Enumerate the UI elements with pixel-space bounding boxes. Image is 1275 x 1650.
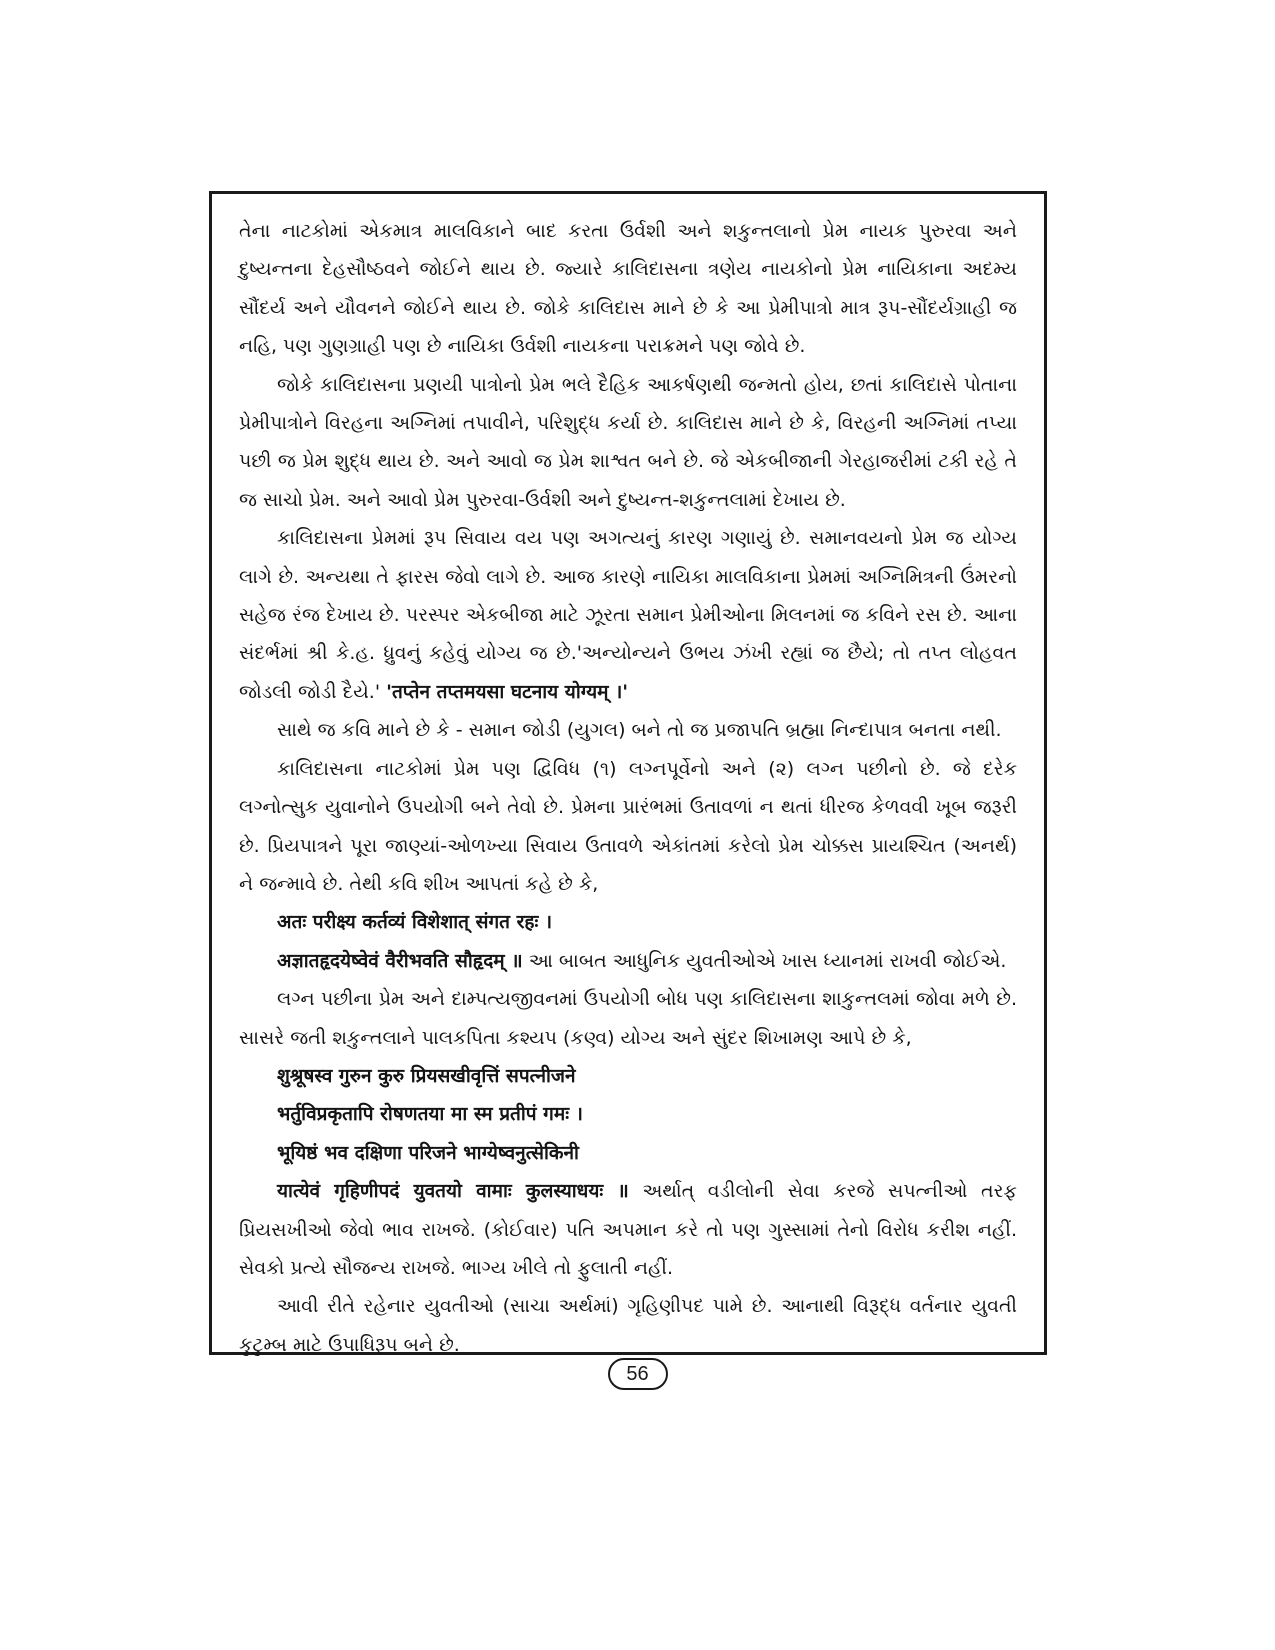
paragraph-2: જોકે કાલિદાસના પ્રણયી પાત્રોનો પ્રેમ ભલે દૈહિક આકર્ષણથી જન્મતો હોય, છતાં કાલિદાસે પોતાના પ્રેમીપાત્રોને વિરહના અગ્નિમાં તપાવીને, પરિશુદ્ધ કર્યા છે. કાલિદાસ માને છે કે, વિરહની અગ્નિમાં તપ્યા પછી જ પ્રેમ શુદ્ધ થાય છે. અને આવો જ પ્રેમ શાશ્વત બને છે. જે એકબીજાની ગેરહાજરીમાં ટકી રહે તે જ સાચો પ્રેમ. અને આવો પ્રેમ પુરુરવા-ઉર્વશી અને દુષ્યન્ત-શકુન્તલામાં દેખાય છે. xyxy=(239,373,1017,511)
paragraph-4: સાથે જ કવિ માને છે કે - સમાન જોડી (યુગલ) બને તો જ પ્રજાપતિ બ્રહ્મા નિન્દાપાત્ર બનતા નથી. xyxy=(277,719,1002,742)
verse-1-line-1: अतः परीक्ष्य कर्तव्यं विशेशात् संगत रहः । xyxy=(277,911,553,934)
paragraph-1: તેના નાટકોમાં એકમાત્ર માલવિકાને બાદ કરતા ઉર્વશી અને શકુન્તલાનો પ્રેમ નાયક પુરુરવા અને દુષ્યન્તના દેહસૌષ્ઠવને જોઈને થાય છે. જ્યારે કાલિદાસના ત્રણેય નાયકોનો પ્રેમ નાયિકાના અદમ્ય સૌંદર્ય અને યૌવનને જોઈને થાય છે. જોકે કાલિદાસ માને છે કે આ પ્રેમીપાત્રો માત્ર રૂપ-સૌંદર્યગ્રાહી જ નહિ, પણ ગુણગ્રાહી પણ છે નાયિકા ઉર્વશી નાયકના પરાક્રમને પણ જોવે છે. xyxy=(239,220,1017,358)
paragraph-6: આ બાબત આધુનિક યુવતીઓએ ખાસ ધ્યાનમાં રાખવી જોઈએ. xyxy=(528,949,1007,972)
verse-2-line-1: शुश्रूषस्व गुरुन कुरु प्रियसखीवृत्तिं सपत्नीजने xyxy=(277,1064,576,1087)
paragraph-3-text: કાલિદાસના પ્રેમમાં રૂપ સિવાય વય પણ અગત્યનું કારણ ગણાયું છે. સમાનવયનો પ્રેમ જ યોગ્ય લાગે છે. અન્યથા તે ફારસ જેવો લાગે છે. આજ કારણે નાયિકા માલવિકાના પ્રેમમાં અગ્નિમિત્રની ઉંમરનો સહેજ રંજ દેખાય છે. પરસ્પર એકબીજા માટે ઝૂરતા સમાન પ્રેમીઓના મિલનમાં જ કવિને રસ છે. આના સંદર્ભમાં શ્રી કે.હ. ધ્રુવનું કહેવું યોગ્ય જ છે.'અન્યોન્યને ઉભય ઝંખી રહ્યાં જ છૈયે; તો તપ્ત લોહવત જોડલી જોડી દૈયે.' xyxy=(239,527,1017,703)
page-number-area xyxy=(0,1358,1275,1392)
verse-2-line-2: भर्तुविप्रकृतापि रोषणतया मा स्म प्रतीपं गमः । xyxy=(277,1103,583,1126)
paragraph-8: અર્થાત્ વડીલોની સેવા કરજે સપત્નીઓ તરફ પ્રિયસખીઓ જેવો ભાવ રાખજે. (કોઈવાર) પતિ અપમાન કરે તો પણ ગુસ્સામાં તેનો વિરોધ કરીશ નહીં. સેવકો પ્રત્યે સૌજન્ય રાખજે. ભાગ્ય ખીલે તો ફુલાતી નહીં. xyxy=(239,1180,1017,1279)
verse-2-line-3: भूयिष्ठं भव दक्षिणा परिजने भाग्येष्वनुत्सेकिनी xyxy=(277,1141,579,1164)
verse-1-line-2 xyxy=(239,942,1017,980)
page-content xyxy=(239,212,1017,1356)
verse-1-line-2-text: अज्ञातहृदयेष्वेवं वैरीभवति सौहृदम् ॥ xyxy=(277,949,523,972)
verse-2-line-4 xyxy=(239,1172,1017,1287)
paragraph-3 xyxy=(239,519,1017,711)
page-number: 56 xyxy=(608,1358,668,1390)
paragraph-5: કાલિદાસના નાટકોમાં પ્રેમ પણ દ્વિવિધ (૧) લગ્નપૂર્વેનો અને (૨) લગ્ન પછીનો છે. જે દરેક લગ્નોત્સુક યુવાનોને ઉપયોગી બને તેવો છે. પ્રેમના પ્રારંભમાં ઉતાવળાં ન થતાં ધીરજ કેળવવી ખૂબ જરૂરી છે. પ્રિયપાત્રને પૂરા જાણ્યાં-ઓળખ્યા સિવાય ઉતાવળે એકાંતમાં કરેલો પ્રેમ ચોક્કસ પ્રાયશ્ચિત (અનર્થ) ને જન્માવે છે. તેથી કવિ શીખ આપતાં કહે છે કે, xyxy=(239,757,1017,895)
paragraph-7: લગ્ન પછીના પ્રેમ અને દામ્પત્યજીવનમાં ઉપયોગી બોધ પણ કાલિદાસના શાકુન્તલમાં જોવા મળે છે. સાસરે જતી શકુન્તલાને પાલકપિતા કશ્યપ (કણ્વ) યોગ્ય અને સુંદર શિખામણ આપે છે કે, xyxy=(239,988,1017,1049)
page-border xyxy=(209,191,1047,1355)
sanskrit-quote: 'तप्तेन तप्तमयसा घटनाय योग्यम् ।' xyxy=(386,680,629,703)
verse-2-line-4-text: यात्येवं गृहिणीपदं युवतयो वामाः कुलस्याधयः ॥ xyxy=(277,1180,629,1203)
paragraph-9: આવી રીતે રહેનાર યુવતીઓ (સાચા અર્થમાં) ગૃહિણીપદ પામે છે. આનાથી વિરૂદ્ધ વર્તનાર યુવતી કુટુમ્બ માટે ઉપાધિરૂપ બને છે. xyxy=(239,1295,1017,1356)
